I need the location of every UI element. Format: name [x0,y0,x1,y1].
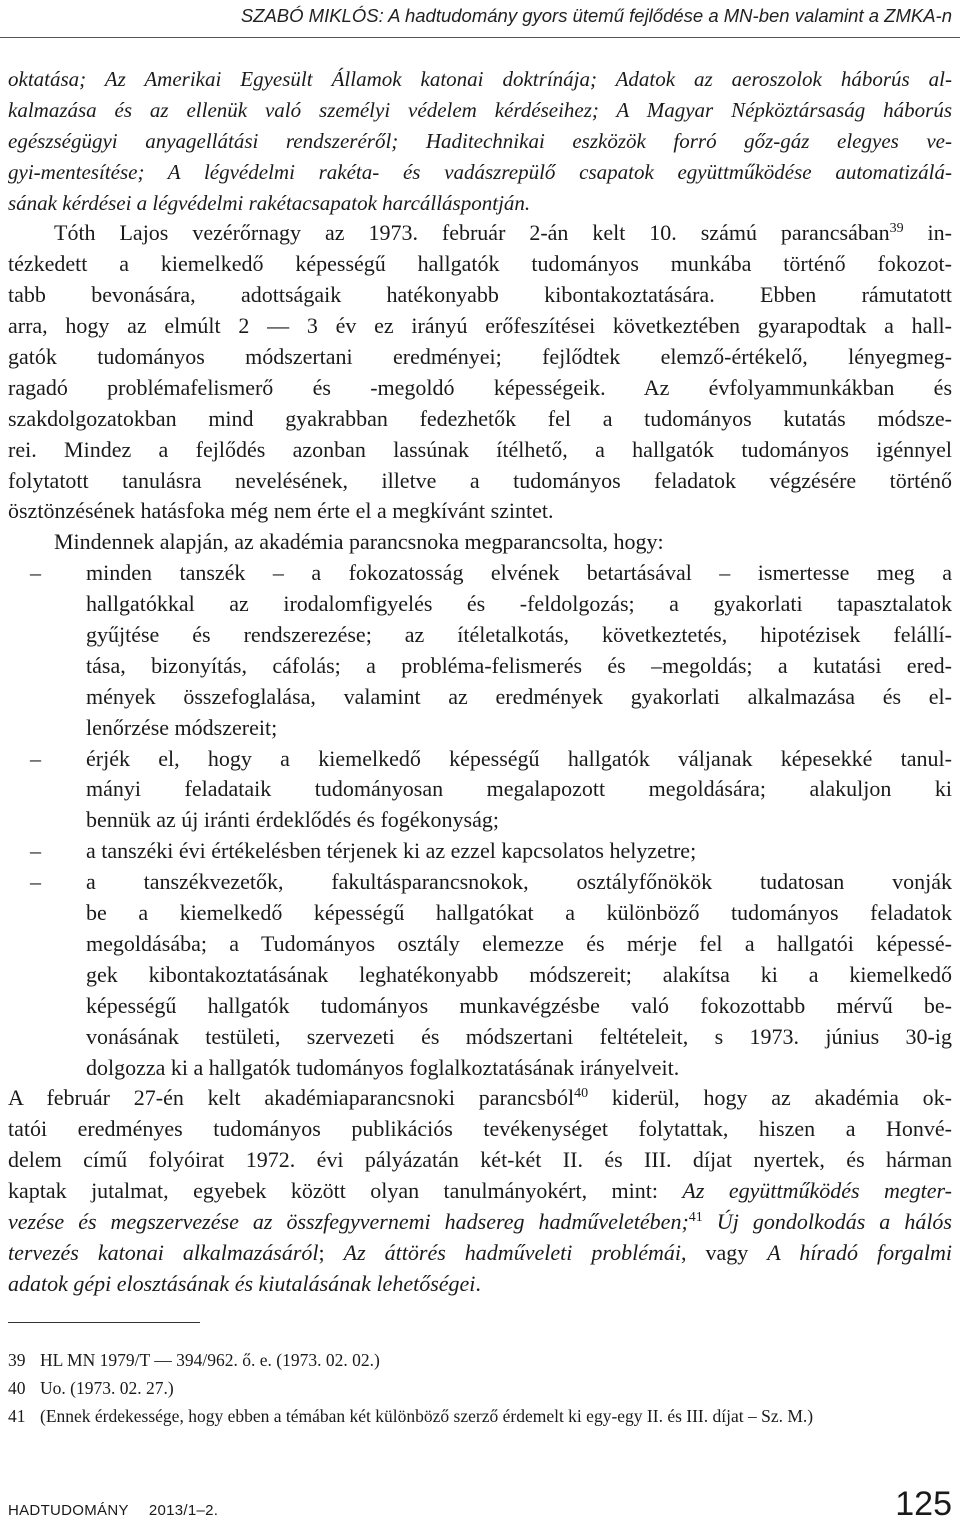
list-line: vonásának testületi, szervezeti és módszertani feltételeit, s 1973. június 30-ig [86,1023,952,1049]
list-line: tása, bizonyítás, cáfolás; a probléma-felismerés és –megoldás; a kutatási ered- [86,652,952,678]
paragraph-line [8,1269,952,1300]
cited-title: tervezés katonai alkalmazásáról [8,1239,319,1265]
cited-title: vezése és megszervezése az összfegyvernemi hadsereg hadműveletében; [8,1208,689,1234]
list-item [8,867,952,1083]
text-run: . [475,1270,481,1296]
text-run: érjék el, hogy a kiemelkedő képességű hallgatók váljanak képesekké tanul- [86,745,952,771]
paragraph-line: szakdolgozatokban mind gyakrabban fedezhetők fel a tudományos kutatás módsze- [8,405,952,431]
page-footer [8,1484,952,1524]
paragraph-line [8,1083,952,1114]
paragraph-line: arra, hogy az elmúlt 2 — 3 év ez irányú erőfeszítései következtében gyarapodtak a hall- [8,313,952,339]
text-run: a tanszékvezetők, fakultásparancsnokok, osztályfőnökök tudatosan vonják [86,869,952,895]
list-line: gek kibontakoztatásának leghatékonyabb módszereit; alakítsa ki a kiemelkedő [86,961,952,987]
paragraph-line: folytatott tanulásra nevelésének, illetve a tudományos feladatok végzésére történő [8,467,952,493]
list-line: dolgozza ki a hallgatók tudományos foglalkoztatásának irányelveit. [86,1054,680,1080]
list-item [8,558,952,743]
issue-number: 2013/1–2. [148,1502,219,1519]
text-run: ; [318,1239,344,1265]
paragraph [8,1083,952,1299]
list-item [8,744,952,837]
paragraph-line: Mindennek alapján, az akadémia parancsnoka megparancsolta, hogy: [54,529,664,555]
article-body [8,64,952,1300]
dash-list [8,558,952,1083]
list-line [8,836,952,867]
footnote-ref: 40 [574,1086,589,1102]
paragraph [8,218,952,527]
journal-info [8,1501,218,1521]
list-line: mények összefoglalása, valamint az eredmények gyakorlati alkalmazása és el- [86,683,952,709]
paragraph-line: gatók tudományos módszertani eredményei; fejlődtek elemző-értékelő, lényegmeg- [8,344,952,370]
footnote-rule [8,1322,200,1323]
list-marker: – [30,745,41,771]
text-run: in- [903,220,952,246]
cited-title: A híradó forgalmi [767,1239,952,1265]
footnote-ref: 41 [688,1209,703,1225]
footnote-text: (Ennek érdekessége, hogy ebben a témában két különböző szerző érdemelt ki egy-egy II. és III. díjat – Sz. M.) [40,1406,814,1426]
list-line: gyűjtése és rendszerezése; az ítéletalkotás, következtetés, hipotézisek felállí- [86,622,952,648]
text-run: a tanszéki évi értékelésben térjenek ki az ezzel kapcsolatos helyzetre; [86,838,697,864]
intro-line: kalmazása és az ellenük való személyi védelem kérdéseihez; A Magyar Népköztársaság háborús [8,97,952,122]
footnote [8,1402,952,1430]
intro-line: oktatása; Az Amerikai Egyesült Államok katonai doktrínája; Adatok az aeroszolok háborús al- [8,67,952,91]
paragraph-line [8,218,952,249]
text-run: kaptak jutalmat, egyebek között olyan tanulmányokért, mint: [8,1178,683,1204]
list-line: hallgatókkal az irodalomfigyelés és -feldolgozás; a gyakorlati tapasztalatok [86,591,952,617]
footnote-text: Uo. (1973. 02. 27.) [40,1378,174,1398]
list-line: lenőrzése módszereit; [86,714,278,740]
intro-italic-continuation [8,64,952,218]
list-marker: – [30,869,41,895]
list-item [8,836,952,867]
text-run: kiderül, hogy az akadémia ok- [588,1085,952,1111]
footnote-number: 40 [8,1378,26,1398]
intro-line: gyi-mentesítése; A légvédelmi rakéta- és vadászrepülő csapatok együttműködése automatizálá- [8,159,952,184]
list-line: mányi feladataik tudományosan megalapozott megoldására; alakuljon ki [86,776,952,802]
paragraph-line [8,1207,952,1238]
footnote-number: 41 [8,1406,26,1426]
cited-title: Új gondolkodás a hálós [702,1208,952,1234]
text-run: Tóth Lajos vezérőrnagy az 1973. február 2-án kelt 10. számú parancsában [54,220,890,246]
paragraph-line: tabb bevonására, adottságaik hatékonyabb kibontakoztatására. Ebben rámutatott [8,282,952,308]
running-header: SZABÓ MIKLÓS: A hadtudomány gyors ütemű fejlődése a MN-ben valamint a ZMKA-n [240,5,952,26]
footnote-ref: 39 [889,221,904,237]
footnote [8,1346,952,1374]
list-marker: – [30,560,41,586]
paragraph-line: tézkedett a kiemelkedő képességű hallgatók tudományos munkába történő fokozot- [8,251,952,277]
paragraph-line: ragadó problémafelismerő és -megoldó képességeik. Az évfolyammunkákban és [8,374,952,400]
list-line [8,744,952,775]
footnote [8,1374,952,1402]
list-line: megoldásába; a Tudományos osztály elemezze és mérje fel a hallgatói képessé- [86,930,952,956]
list-line [8,867,952,898]
footnote-number: 39 [8,1350,26,1370]
list-line: be a kiemelkedő képességű hallgatókat a különböző tudományos feladatok [86,900,952,926]
footnote-text: HL MN 1979/T — 394/962. ő. e. (1973. 02. 02.) [40,1350,380,1370]
page-number: 125 [895,1485,952,1523]
paragraph-line [8,1176,952,1207]
cited-title: Az együttműködés megter- [682,1178,952,1204]
journal-name: HADTUDOMÁNY [8,1502,129,1519]
header-rule [0,37,960,38]
paragraph-line: delem című folyóirat 1972. évi pályázatán két-két II. és III. díjat nyertek, és hárman [8,1147,952,1173]
paragraph-line: ösztönzésének hatásfoka még nem érte el a megkívánt szintet. [8,498,554,524]
intro-line: sának kérdései a légvédelmi rakétacsapatok harcálláspontján. [8,190,531,215]
footnotes [8,1346,952,1430]
text-run: minden tanszék – a fokozatosság elvének betartásával – ismertesse meg a [86,560,952,586]
cited-title: Az áttörés hadműveleti problémái [343,1239,681,1265]
list-line: képességű hallgatók tudományos munkavégzésbe való fokozottabb mérvű be- [86,992,952,1018]
list-line [8,558,952,589]
list-marker: – [30,838,41,864]
paragraph-line: tatói eredményes tudományos publikációs tevékenységet folytattak, hiszen a Honvé- [8,1116,952,1142]
text-run: , vagy [680,1239,768,1265]
list-line: bennük az új iránti érdeklődés és fogékonyság; [86,807,499,833]
text-run: A február 27-én kelt akadémiaparancsnoki parancsból [8,1085,575,1111]
paragraph-line [8,1238,952,1269]
paragraph-line: rei. Mindez a fejlődés azonban lassúnak ítélhető, a hallgatók tudományos igénnyel [8,436,952,462]
cited-title: adatok gépi elosztásának és kiutalásának lehetőségei [8,1270,476,1296]
intro-line: egészségügyi anyagellátási rendszeréről; Haditechnikai eszközök forró gőz-gáz elegyes ve- [8,128,952,153]
